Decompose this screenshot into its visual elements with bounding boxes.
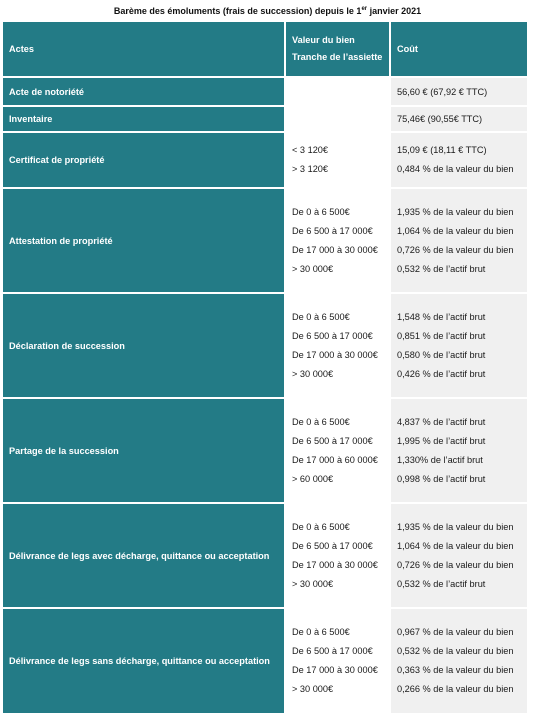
table-row	[2, 188, 528, 293]
cout-line: 0,726 % de la valeur du bien	[397, 244, 514, 255]
valeur-line: De 0 à 6 500€	[292, 311, 350, 322]
cout-line: 1,935 % de la valeur du bien	[397, 206, 514, 217]
valeur-line: De 17 000 à 30 000€	[292, 244, 378, 255]
valeur-cell	[285, 398, 390, 503]
acte-cell: Acte de notoriété	[2, 77, 285, 106]
acte-cell: Délivrance de legs sans décharge, quittance ou acceptation	[2, 608, 285, 714]
cout-line: 75,46€ (90,55€ TTC)	[397, 114, 483, 124]
acte-cell: Inventaire	[2, 106, 285, 132]
table-row	[2, 77, 528, 106]
cout-line: 0,726 % de la valeur du bien	[397, 559, 514, 570]
cout-line: 0,266 % de la valeur du bien	[397, 684, 514, 694]
cout-line: 1,330% de l’actif brut	[397, 454, 483, 465]
cout-cell	[390, 503, 528, 608]
cout-line: 0,426 % de l’actif brut	[397, 368, 486, 379]
valeur-cell	[285, 293, 390, 398]
valeur-line: De 0 à 6 500€	[292, 521, 350, 532]
valeur-line: De 0 à 6 500€	[292, 206, 350, 217]
cout-cell	[390, 608, 528, 714]
cout-line: 15,09 € (18,11 € TTC)	[397, 145, 487, 155]
valeur-line: > 30 000€	[292, 263, 334, 274]
cout-line: 0,484 % de la valeur du bien	[397, 164, 514, 174]
table-row	[2, 398, 528, 503]
table-row	[2, 503, 528, 608]
cout-line: 0,532 % de l’actif brut	[397, 578, 486, 589]
cout-line: 0,532 % de l’actif brut	[397, 263, 486, 274]
header-row	[2, 21, 528, 77]
table-row	[2, 608, 528, 714]
cout-cell	[390, 293, 528, 398]
cout-line: 0,851 % de l’actif brut	[397, 330, 486, 341]
valeur-cell	[285, 503, 390, 608]
acte-cell: Partage de la succession	[2, 398, 285, 503]
header-cout: Coût	[390, 21, 528, 77]
header-actes: Actes	[2, 21, 285, 77]
header-valeur-line2: Tranche de l’assiette	[292, 52, 383, 62]
acte-cell: Déclaration de succession	[2, 293, 285, 398]
cout-line: 4,837 % de l’actif brut	[397, 416, 486, 427]
acte-cell: Délivrance de legs avec décharge, quittance ou acceptation	[2, 503, 285, 608]
title-text-end: janvier 2021	[367, 6, 422, 16]
title-text: Barème des émoluments (frais de succession) depuis le 1	[113, 6, 362, 16]
table-row	[2, 293, 528, 398]
valeur-line: De 6 500 à 17 000€	[292, 435, 373, 446]
valeur-line: De 0 à 6 500€	[292, 627, 350, 637]
cout-line: 0,580 % de l’actif brut	[397, 349, 486, 360]
cout-cell	[390, 398, 528, 503]
valeur-cell	[285, 608, 390, 714]
acte-cell: Certificat de propriété	[2, 132, 285, 188]
header-valeur	[285, 21, 390, 77]
cout-cell	[390, 77, 528, 106]
header-valeur-line1: Valeur du bien	[292, 35, 355, 45]
cout-line: 0,532 % de la valeur du bien	[397, 646, 514, 656]
table-title	[0, 6, 535, 16]
valeur-line: > 3 120€	[292, 164, 329, 174]
cout-line: 1,064 % de la valeur du bien	[397, 540, 514, 551]
table-row	[2, 106, 528, 132]
cout-cell	[390, 188, 528, 293]
acte-cell: Attestation de propriété	[2, 188, 285, 293]
valeur-cell	[285, 132, 390, 188]
valeur-line: De 6 500 à 17 000€	[292, 646, 373, 656]
valeur-line: De 6 500 à 17 000€	[292, 540, 373, 551]
valeur-cell	[285, 77, 390, 106]
valeur-line: > 30 000€	[292, 368, 334, 379]
table-row	[2, 132, 528, 188]
valeur-cell	[285, 188, 390, 293]
cout-line: 0,363 % de la valeur du bien	[397, 665, 514, 675]
cout-line: 1,064 % de la valeur du bien	[397, 225, 514, 236]
valeur-cell	[285, 106, 390, 132]
cout-line: 0,998 % de l’actif brut	[397, 473, 486, 484]
valeur-line: < 3 120€	[292, 145, 329, 155]
valeur-line: De 0 à 6 500€	[292, 416, 350, 427]
table-body	[2, 77, 528, 714]
valeur-line: De 17 000 à 60 000€	[292, 454, 378, 465]
valeur-line: De 17 000 à 30 000€	[292, 559, 378, 570]
valeur-line: De 17 000 à 30 000€	[292, 349, 378, 360]
valeur-line: De 17 000 à 30 000€	[292, 665, 378, 675]
valeur-line: > 60 000€	[292, 473, 334, 484]
valeur-line: > 30 000€	[292, 578, 334, 589]
cout-line: 56,60 € (67,92 € TTC)	[397, 86, 488, 97]
cout-line: 1,548 % de l’actif brut	[397, 311, 486, 322]
fees-table	[1, 20, 529, 715]
valeur-line: De 6 500 à 17 000€	[292, 225, 373, 236]
cout-line: 1,995 % de l’actif brut	[397, 435, 486, 446]
cout-line: 0,967 % de la valeur du bien	[397, 627, 514, 637]
cout-cell	[390, 106, 528, 132]
valeur-line: De 6 500 à 17 000€	[292, 330, 373, 341]
title-superscript: er	[361, 6, 368, 12]
cout-cell	[390, 132, 528, 188]
valeur-line: > 30 000€	[292, 684, 334, 694]
cout-line: 1,935 % de la valeur du bien	[397, 521, 514, 532]
